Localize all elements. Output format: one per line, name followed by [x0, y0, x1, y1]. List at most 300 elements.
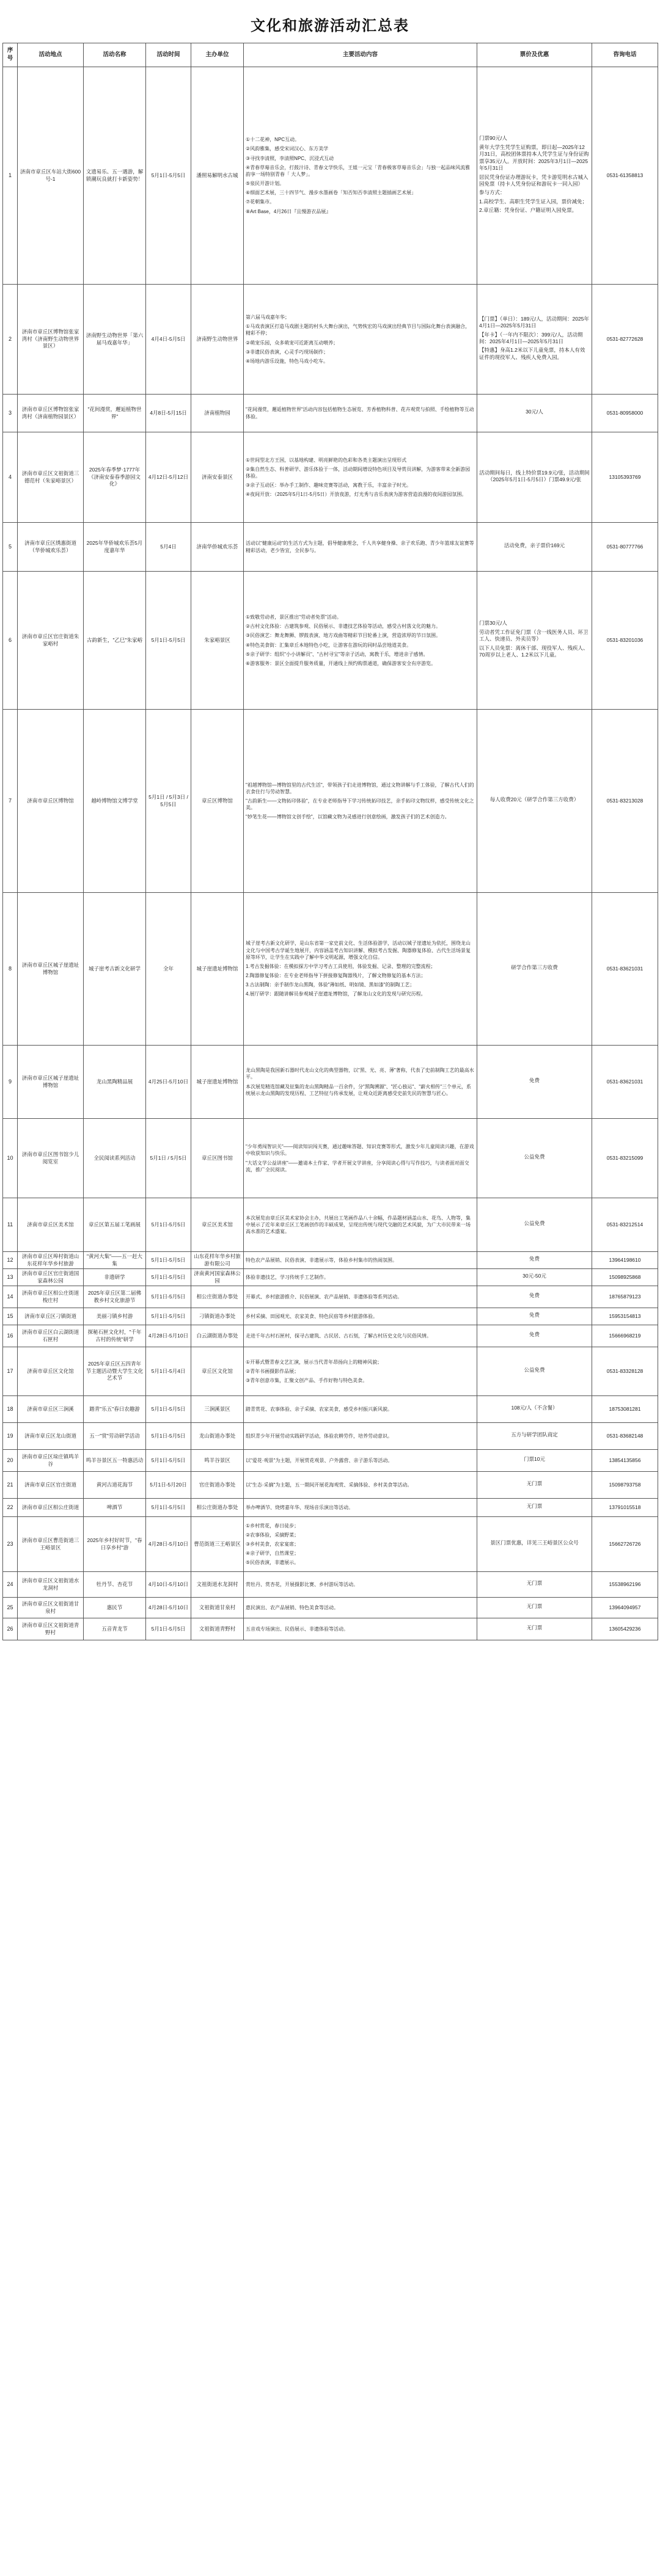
cell-seq: 6	[3, 572, 18, 710]
content-line: 龙山黑陶是我国新石器时代龙山文化的典型器物，以"黑、光、亮、薄"著称，代表了史前制陶工艺的最高水平。	[246, 1068, 474, 1080]
content-line: 开幕式、乡村旅游推介、民俗展演、农产品展销、非遗体验等系列活动。	[246, 1293, 402, 1300]
cell-place: 济南市章丘区垛庄镇鸣羊谷	[18, 1450, 84, 1472]
table-row	[3, 285, 658, 395]
ticket-line: 研学合作第三方收费	[511, 964, 558, 971]
cell-org: 章丘区文化馆	[191, 1347, 244, 1396]
cell-place: 济南市章丘区城子崖遗址博物馆	[18, 1046, 84, 1119]
cell-place: 济南市章丘区绣惠街道（华侨城欢乐荟）	[18, 523, 84, 572]
content-line: ⑥细面艺术展，三十四节气、漫步水墨画卷「知否知否李清照主题插画艺术展」	[246, 190, 417, 196]
cell-ticket	[477, 285, 592, 395]
cell-phone: 15098925868	[592, 1269, 658, 1286]
cell-phone: 0531-83215099	[592, 1119, 658, 1198]
cell-seq: 7	[3, 710, 18, 893]
cell-seq: 18	[3, 1396, 18, 1423]
ticket-line: 以下人员免票：离休干部、现役军人、残疾人、70周岁以上老人、1.2米以下儿童。	[479, 644, 588, 658]
table-row	[3, 1517, 658, 1572]
cell-time: 5月1日-5月5日	[146, 1308, 191, 1325]
cell-ticket	[477, 893, 592, 1046]
cell-phone: 0531-83212514	[592, 1198, 658, 1252]
content-line: ①致敬劳动者，景区推出"劳动者免票"活动。	[246, 614, 342, 620]
cell-name: 惠民节	[84, 1598, 146, 1618]
cell-ticket	[477, 67, 592, 285]
cell-ticket	[477, 1325, 592, 1347]
cell-place: 济南市章丘区刁镇街道	[18, 1308, 84, 1325]
cell-phone: 0531-82772628	[592, 285, 658, 395]
cell-time: 4月10日-5月10日	[146, 1572, 191, 1598]
cell-org: 相公庄街道办事处	[191, 1286, 244, 1308]
cell-org: 官庄街道办事处	[191, 1472, 244, 1499]
cell-place: 济南市章丘区博物馆	[18, 710, 84, 893]
cell-seq: 9	[3, 1046, 18, 1119]
cell-name: "黄河大集"——五一赶大集	[84, 1252, 146, 1269]
content-line: ③非遗民俗表演，心灵手巧现场制作；	[246, 349, 329, 355]
ticket-line: 门票30元/人	[479, 620, 507, 627]
cell-phone: 13105393769	[592, 432, 658, 523]
content-line: ①世间型北方王国，以基地构建、明亮鲜艳的色彩和各类主题演出呈现形式	[246, 457, 407, 463]
table-row	[3, 1499, 658, 1517]
cell-time: 5月1日-5月5日	[146, 572, 191, 710]
cell-place: 济南市章丘区白云湖街道石匣村	[18, 1325, 84, 1347]
cell-seq: 25	[3, 1598, 18, 1618]
cell-time: 4月12日-5月12日	[146, 432, 191, 523]
cell-seq: 14	[3, 1286, 18, 1308]
content-line: ②古村文化体验：古建筑参观、民俗展示、非遗技艺体验等活动，感受古村落文化的魅力。	[246, 624, 441, 630]
table-row	[3, 1198, 658, 1252]
table-row	[3, 572, 658, 710]
cell-content	[244, 1325, 477, 1347]
cell-content	[244, 1119, 477, 1198]
cell-ticket	[477, 1347, 592, 1396]
table-body	[3, 67, 658, 1640]
table-row	[3, 893, 658, 1046]
cell-seq: 12	[3, 1252, 18, 1269]
content-line: ⑤亲子研学：组织"小小讲解员"、"古村寻宝"等亲子活动，寓教于乐，增进亲子感情。	[246, 651, 428, 657]
content-line: ②集自然生态、科普研学、游乐体验于一体，活动期间增设特色项目及导赏员讲解，为游客带来全新游园体验。	[246, 466, 471, 479]
cell-name: 文遗易乐、五一遇游，解锁潮玩良就打卡新姿势！	[84, 67, 146, 285]
cell-phone: 15098793758	[592, 1472, 658, 1499]
ticket-line: 门票90元/人	[479, 135, 507, 142]
cell-org: 章丘区博物馆	[191, 710, 244, 893]
content-line: ①马戏表演区打造马戏剧主题的村头大舞台演出，气势恢宏的马戏演出经典节目与国际化舞台表演融合，精彩不停；	[246, 324, 471, 337]
cell-place: 济南市章丘区车站大街600号-1	[18, 67, 84, 285]
cell-ticket	[477, 1450, 592, 1472]
content-line: 举办啤酒节、烧烤嘉年华、现场音乐演出等活动。	[246, 1504, 353, 1510]
cell-time: 5月1日 / 5月3日 / 5月5日	[146, 710, 191, 893]
cell-name: 踏青"乐五"春日农趣游	[84, 1396, 146, 1423]
cell-phone: 0531-83328128	[592, 1347, 658, 1396]
cell-name: 城子崖考古新文化研学	[84, 893, 146, 1046]
cell-ticket	[477, 1308, 592, 1325]
content-line: 第六届马戏嘉年华；	[246, 314, 290, 320]
ticket-line: 免费	[529, 1312, 540, 1319]
cell-ticket	[477, 572, 592, 710]
ticket-line: 居民凭身份证办理游玩卡，凭卡游览明水古城入园免票（持卡人凭身份证和游玩卡一同入园）	[479, 173, 588, 187]
cell-content	[244, 1046, 477, 1119]
content-line: 特色农产品展销、民俗表演、非遗展示等，体验乡村集市的热闹氛围。	[246, 1257, 397, 1263]
content-line: 赏牡丹、赏杏花，开展摄影比赛、乡村游玩等活动。	[246, 1581, 358, 1587]
cell-content	[244, 285, 477, 395]
cell-org: 济南野生动物世界	[191, 285, 244, 395]
table-row	[3, 1119, 658, 1198]
content-line: ③亲子互动区：举办手工制作、趣味竞赛等活动，寓教于乐，丰富亲子时光。	[246, 482, 412, 489]
ticket-line: 无门票	[526, 1603, 543, 1610]
cell-org: 济南华侨城欢乐荟	[191, 523, 244, 572]
ticket-line: 每人收费20元（研学合作第三方收费）	[490, 796, 579, 803]
header-org: 主办单位	[191, 43, 244, 67]
cell-org: 刁镇街道办事处	[191, 1308, 244, 1325]
cell-place: 济南市章丘区文祖街道水龙洞村	[18, 1572, 84, 1598]
cell-phone: 0531-83621031	[592, 893, 658, 1046]
cell-ticket	[477, 1396, 592, 1423]
cell-name: 美丽刁镇乡村游	[84, 1308, 146, 1325]
cell-ticket	[477, 395, 592, 432]
cell-ticket	[477, 1269, 592, 1286]
cell-seq: 21	[3, 1472, 18, 1499]
cell-org: 鸣羊谷景区	[191, 1450, 244, 1472]
cell-name: 2025年华侨城欢乐荟5月度嘉年华	[84, 523, 146, 572]
content-line: ④场地内游乐设施，特色马戏小吃车。	[246, 358, 329, 364]
cell-content	[244, 1499, 477, 1517]
ticket-line: 无门票	[526, 1503, 543, 1510]
table-row	[3, 432, 658, 523]
ticket-line: 活动期间每日，线上特价票19.9元/张，活动期间（2025年5月1日-5月5日）门票49.9元/张	[479, 469, 590, 482]
cell-org: 章丘区图书馆	[191, 1119, 244, 1198]
cell-place: 济南市章丘区美术馆	[18, 1198, 84, 1252]
ticket-line: 【门票】（单日）：189元/人，活动期间：2025年4月1日—2025年5月31日	[479, 315, 589, 329]
cell-place: 济南市章丘区城子崖遗址博物馆	[18, 893, 84, 1046]
cell-seq: 20	[3, 1450, 18, 1472]
cell-org: 城子崖遗址博物馆	[191, 893, 244, 1046]
cell-phone: 13964198610	[592, 1252, 658, 1269]
content-line: 以"爱花·观景"为主题，开展赏花观景、户外露营、亲子游乐等活动。	[246, 1457, 393, 1463]
ticket-line: 免费	[529, 1077, 540, 1084]
cell-seq: 16	[3, 1325, 18, 1347]
table-row	[3, 1618, 658, 1640]
cell-seq: 15	[3, 1308, 18, 1325]
ticket-line: 黄年大学生凭学生证购票，即日起—2025年12月31日，高校团体票持本人凭学生证与身份证购票享35元/人。开放时间：2025年3月1日—2025年5月31日	[479, 144, 589, 172]
cell-name: 鸣羊谷景区五一特惠活动	[84, 1450, 146, 1472]
cell-ticket	[477, 1252, 592, 1269]
cell-content	[244, 893, 477, 1046]
content-line: 组织青少年开展劳动实践研学活动，体验农耕劳作，培养劳动意识。	[246, 1433, 392, 1439]
cell-content	[244, 1286, 477, 1308]
cell-name: 五一"赏"劳动研学活动	[84, 1423, 146, 1450]
cell-time: 5月1日-5月5日	[146, 1269, 191, 1286]
content-line: ③乡村美食，农家宴席；	[246, 1541, 299, 1547]
cell-time: 4月28日-5月10日	[146, 1325, 191, 1347]
table-row	[3, 395, 658, 432]
cell-name: 探秘石匣文化村，"千年古村的传统"研学	[84, 1325, 146, 1347]
cell-phone: 0531-80958000	[592, 395, 658, 432]
content-line: 城子崖考古新文化研学，是山东省第一家史前文化、生活体验游学，活动以城子崖遗址为依托，围绕龙山文化与中国考古学诞生地展开，内容涵盖考古知识讲解、模拟考古发掘、陶器修复体验、古代生活场景复原等环节，让学生在实践中了解中华文明起源，增强文化自信。	[246, 941, 471, 960]
table-header-row	[3, 43, 658, 67]
ticket-line: 30元/人	[526, 409, 543, 415]
cell-phone: 0531-61358813	[592, 67, 658, 285]
cell-place: 济南市章丘区文祖街道甘泉村	[18, 1598, 84, 1618]
content-line: 惠民演出、农产品展销、特色美食等活动。	[246, 1604, 339, 1610]
content-line: 1.考古发掘体验：在模拟探方中学习考古工具使用，体验发掘、记录、整理的完整流程；	[246, 963, 436, 969]
table-row	[3, 1286, 658, 1308]
content-line: "花间漫赏，邂逅植物世界"活动内容包括植物生态展览、芳香植物科普、花卉观赏与拍照、手绘植物等互动体验。	[246, 407, 474, 420]
cell-time: 5月1日 / 5月5日	[146, 1119, 191, 1198]
cell-seq: 4	[3, 432, 18, 523]
cell-time: 4月4日-5月5日	[146, 285, 191, 395]
cell-time: 4月28日-5月10日	[146, 1517, 191, 1572]
cell-name: 2025年春季梦·1777年《济南安泰春季游园文化》	[84, 432, 146, 523]
content-line: 本次展览由章丘区美术家协会主办，共展出工笔画作品八十余幅，作品题材涵盖山水、花鸟、人物等，集中展示了近年来章丘区工笔画创作的丰硕成果，呈现出传统与现代交融的艺术风貌，为广大市民带来一场高水准的艺术盛宴。	[246, 1215, 471, 1235]
content-line: ④亲子研学，自然课堂；	[246, 1551, 299, 1557]
cell-content	[244, 1517, 477, 1572]
cell-seq: 22	[3, 1499, 18, 1517]
cell-ticket	[477, 1472, 592, 1499]
cell-seq: 11	[3, 1198, 18, 1252]
cell-ticket	[477, 432, 592, 523]
cell-ticket	[477, 1598, 592, 1618]
cell-time: 全年	[146, 893, 191, 1046]
cell-org: 文祖街道水龙洞村	[191, 1572, 244, 1598]
cell-time: 5月1日-5月4日	[146, 1347, 191, 1396]
cell-name: 2025年乡村好时节，"春日享乡村"游	[84, 1517, 146, 1572]
cell-phone: 13964094957	[592, 1598, 658, 1618]
cell-time: 4月25日-5月10日	[146, 1046, 191, 1119]
content-line: ②青年书画摄影作品展；	[246, 1368, 299, 1374]
cell-org: 章丘区美术馆	[191, 1198, 244, 1252]
cell-content	[244, 1308, 477, 1325]
cell-content	[244, 1423, 477, 1450]
cell-phone: 15666968219	[592, 1325, 658, 1347]
cell-seq: 5	[3, 523, 18, 572]
ticket-line: 30元-50元	[522, 1273, 546, 1279]
cell-seq: 17	[3, 1347, 18, 1396]
ticket-line: 劳动者凭工作证免门票（含一线医务人员、环卫工人、快递员、外卖员等）	[479, 628, 588, 642]
cell-content	[244, 572, 477, 710]
cell-content	[244, 710, 477, 893]
table-row	[3, 1423, 658, 1450]
cell-ticket	[477, 1572, 592, 1598]
cell-place: 济南市章丘区文化馆	[18, 1347, 84, 1396]
cell-ticket	[477, 1286, 592, 1308]
cell-content	[244, 1347, 477, 1396]
cell-seq: 3	[3, 395, 18, 432]
cell-name: 龙山黑陶精品展	[84, 1046, 146, 1119]
cell-phone: 15953154813	[592, 1308, 658, 1325]
cell-org: 朱家峪景区	[191, 572, 244, 710]
cell-place: 济南市章丘区博物馆张家湾村（济南野生动物世界景区）	[18, 285, 84, 395]
ticket-line: 无门票	[526, 1580, 543, 1587]
table-row	[3, 1046, 658, 1119]
cell-time: 5月1日-5月5日	[146, 1618, 191, 1640]
table-row	[3, 523, 658, 572]
content-line: ⑤民俗表演，非遗展示。	[246, 1560, 299, 1566]
cell-ticket	[477, 1198, 592, 1252]
ticket-line: 活动免费，亲子票价169元	[504, 542, 565, 549]
cell-ticket	[477, 710, 592, 893]
cell-place: 济南市章丘区文祖街道三德范村（朱家峪景区）	[18, 432, 84, 523]
ticket-line: 景区门票优惠，详见三王峪景区公众号	[490, 1540, 579, 1546]
content-line: ④青春草莓音乐会，打鼓汁诗、青春文学快乐，王姐一元宝「青春极客草莓音乐会」与独一起品味风流雅韵享一场特别青春「 大人梦」。	[246, 164, 471, 177]
cell-name: 啤酒节	[84, 1499, 146, 1517]
cell-phone: 18753081281	[592, 1396, 658, 1423]
content-line: ⑦花朝集市。	[246, 199, 275, 205]
cell-time: 5月1日-5月5日	[146, 1423, 191, 1450]
table-row	[3, 1572, 658, 1598]
cell-content	[244, 395, 477, 432]
ticket-line: 无门票	[526, 1480, 543, 1487]
content-line: ②风韵雅集，感受宋词汉心、东方美学	[246, 146, 329, 152]
content-line: ①开幕式暨青春文艺汇演，展示当代青年昂扬向上的精神风貌；	[246, 1359, 383, 1365]
cell-ticket	[477, 1046, 592, 1119]
content-line: ③青年创意市集，汇聚文创产品、手作好物与特色美食。	[246, 1378, 368, 1384]
cell-content	[244, 1198, 477, 1252]
cell-seq: 26	[3, 1618, 18, 1640]
content-line: ③民俗演艺：舞龙舞狮、锣鼓表演、地方戏曲等精彩节目轮番上演，营造浓厚的节日氛围。	[246, 633, 441, 639]
header-place: 活动地点	[18, 43, 84, 67]
cell-name: 章丘区第五届工笔画展	[84, 1198, 146, 1252]
ticket-line: 公益免费	[524, 1154, 545, 1160]
cell-phone: 0531-80777766	[592, 523, 658, 572]
table-row	[3, 1396, 658, 1423]
cell-seq: 23	[3, 1517, 18, 1572]
cell-content	[244, 432, 477, 523]
cell-time: 5月1日-5月5日	[146, 1198, 191, 1252]
ticket-line: 免费	[529, 1331, 540, 1338]
ticket-line: 五方与研学团队商定	[511, 1432, 558, 1438]
content-line: "少年勇闯智识关"——阅读知识闯关赛，通过趣味答题、知识竞赛等形式，激发少年儿童阅读兴趣，在游戏中收获知识与快乐。	[246, 1144, 474, 1157]
header-ticket: 票价及优惠	[477, 43, 592, 67]
cell-phone: 0531-83621031	[592, 1046, 658, 1119]
activity-table	[2, 43, 658, 1640]
ticket-line: 公益免费	[524, 1367, 545, 1374]
cell-ticket	[477, 1119, 592, 1198]
table-row	[3, 1598, 658, 1618]
ticket-line: 【特惠】身高1.2米以下儿童免票，持本人有效证件的现役军人、残疾人免费入园。	[479, 347, 585, 360]
cell-phone: 13791015518	[592, 1499, 658, 1517]
cell-ticket	[477, 1618, 592, 1640]
ticket-line: 免费	[529, 1292, 540, 1299]
cell-place: 济南市章丘区曹范街道三王峪景区	[18, 1517, 84, 1572]
cell-org: 相公庄街道办事处	[191, 1499, 244, 1517]
ticket-line: 免费	[529, 1256, 540, 1262]
header-seq: 序号	[3, 43, 18, 67]
cell-seq: 24	[3, 1572, 18, 1598]
cell-ticket	[477, 1517, 592, 1572]
content-line: "祖越博物馆—博物馆里的古代生活"，带领孩子们走进博物馆，通过文物讲解与手工体验，了解古代人们的衣食住行与劳动智慧。	[246, 782, 474, 795]
cell-time: 5月4日	[146, 523, 191, 572]
ticket-line: 公益免费	[524, 1220, 545, 1227]
content-line: 本次展览精选馆藏及征集的龙山黑陶精品一百余件，分"黑陶溯源"、"匠心独运"、"薪火相传"三个单元，系统展示龙山黑陶的发现历程、工艺特征与传承发展，让观众近距离感受史前先民的智慧与匠心。	[246, 1083, 472, 1096]
cell-time: 5月1日-5月20日	[146, 1472, 191, 1499]
content-line: ①乡村赏花，春日徒步；	[246, 1523, 299, 1529]
cell-phone: 18765879123	[592, 1286, 658, 1308]
cell-phone: 0531-83201036	[592, 572, 658, 710]
cell-place: 济南市章丘区龙山街道	[18, 1423, 84, 1450]
cell-name: 2025年章丘区第二届佛教乡村文化旅游节	[84, 1286, 146, 1308]
content-line: ⑧Art Base，4月26日『且慢游衣品展』	[246, 208, 331, 214]
cell-seq: 2	[3, 285, 18, 395]
cell-name: 黄河古道花海节	[84, 1472, 146, 1499]
table-row	[3, 67, 658, 285]
content-line: 五音戏专场演出、民俗展示、非遗体验等活动。	[246, 1626, 348, 1632]
ticket-line: 108元/人（不含餐）	[511, 1405, 558, 1411]
ticket-line: 门票10元	[524, 1456, 545, 1463]
cell-name: 五音青龙节	[84, 1618, 146, 1640]
document-title: 文化和旅游活动汇总表	[251, 18, 409, 34]
ticket-line: 2.章丘籍：凭身份证、户籍证明入园免票。	[479, 207, 578, 214]
cell-org: 曹范街道三王峪景区	[191, 1517, 244, 1572]
cell-org: 龙山街道办事处	[191, 1423, 244, 1450]
cell-name: "花间漫赏，邂逅植物世界"	[84, 395, 146, 432]
table-row	[3, 1269, 658, 1286]
cell-phone: 15538962196	[592, 1572, 658, 1598]
content-line: ⑤泉民开游计划。	[246, 181, 285, 187]
table-row	[3, 1308, 658, 1325]
content-line: 3.古法制陶：亲手制作龙山黑陶，体验"薄如纸、明如镜、黑如漆"的制陶工艺；	[246, 982, 415, 988]
cell-content	[244, 1450, 477, 1472]
cell-place: 济南市章丘区三涧溪	[18, 1396, 84, 1423]
cell-name: 牡丹节、杏花节	[84, 1572, 146, 1598]
content-line: 体验非遗技艺，学习传统手工艺制作。	[246, 1274, 329, 1280]
header-phone: 咨询电话	[592, 43, 658, 67]
content-line: 活动以"健康运动"的生活方式为主题，倡导健康理念，千人共享健身操、亲子欢乐跑、青少年篮球友谊赛等精彩活动，老少皆宜，全民参与。	[246, 540, 474, 553]
table-row	[3, 1252, 658, 1269]
cell-name: 古韵新生，"乙巳"朱家峪	[84, 572, 146, 710]
cell-place: 济南市章丘区博物馆张家湾村（济南植物园景区）	[18, 395, 84, 432]
table-row	[3, 710, 658, 893]
cell-content	[244, 67, 477, 285]
cell-time: 5月1日-5月5日	[146, 1396, 191, 1423]
cell-place: 济南市章丘区文祖街道青野村	[18, 1618, 84, 1640]
cell-phone: 13605429236	[592, 1618, 658, 1640]
cell-time: 5月1日-5月5日	[146, 1450, 191, 1472]
content-line: ④特色美食街：汇集章丘本地特色小吃，让游客在游玩的同时品尝地道美食。	[246, 642, 412, 648]
content-line: ④夜间开放：（2025年5月1日-5月5日）开放夜游，灯光秀与音乐表演为游客营造浪漫的夜间游园氛围。	[246, 492, 467, 498]
content-line: ②农事体验，采摘野菜；	[246, 1532, 299, 1538]
cell-time: 4月28日-5月10日	[146, 1598, 191, 1618]
content-line: "妙笔生花——博物馆文创手绘"，以馆藏文物为灵感进行创意绘画，激发孩子们的艺术创造力。	[246, 814, 450, 820]
cell-name: 2025年章丘区五四青年节主题活动暨大学生文化艺术节	[84, 1347, 146, 1396]
cell-seq: 10	[3, 1119, 18, 1198]
ticket-line: 参与方式：	[479, 189, 505, 196]
cell-content	[244, 1472, 477, 1499]
cell-ticket	[477, 1499, 592, 1517]
content-line: ③寻找李清照，李清照NPC、沉浸式互动	[246, 155, 334, 161]
cell-place: 济南市章丘区相公庄街道梭庄村	[18, 1286, 84, 1308]
cell-org: 文祖街道青野村	[191, 1618, 244, 1640]
header-content: 主要活动内容	[244, 43, 477, 67]
content-line: ⑥游客服务：景区全面提升服务质量，开通线上预约购票通道，确保游客安全有序游览。	[246, 660, 436, 666]
cell-seq: 13	[3, 1269, 18, 1286]
cell-content	[244, 523, 477, 572]
cell-content	[244, 1269, 477, 1286]
cell-org: 济南植物园	[191, 395, 244, 432]
cell-name: 非遗研学	[84, 1269, 146, 1286]
cell-content	[244, 1618, 477, 1640]
ticket-line: 1.高校学生、高职生凭学生证入园，票价减免；	[479, 198, 588, 205]
cell-name: 全民阅读系列活动	[84, 1119, 146, 1198]
cell-org: 城子崖遗址博物馆	[191, 1046, 244, 1119]
cell-place: 济南市章丘区图书馆少儿阅览室	[18, 1119, 84, 1198]
ticket-line: 无门票	[526, 1625, 543, 1631]
cell-content	[244, 1252, 477, 1269]
cell-seq: 1	[3, 67, 18, 285]
cell-place: 济南市章丘区官庄街道国家森林公园	[18, 1269, 84, 1286]
cell-time: 5月1日-5月5日	[146, 1286, 191, 1308]
content-line: 走进千年古村石匣村，探寻古建筑、古民居、古石刻，了解古村历史文化与民俗风情。	[246, 1333, 431, 1339]
content-line: "大话文学公益讲座"——邀请本土作家、学者开展文学讲座，分享阅读心得与写作技巧，与读者面对面交流，推广全民阅读。	[246, 1160, 469, 1173]
cell-org: 济南黄河国家森林公园	[191, 1269, 244, 1286]
cell-org: 山东花样年华乡村旅游有限公司	[191, 1252, 244, 1269]
ticket-line: 【年卡】（一年内不限次）：399元/人，活动期间：2025年4月1日—2025年5月31日	[479, 331, 583, 344]
